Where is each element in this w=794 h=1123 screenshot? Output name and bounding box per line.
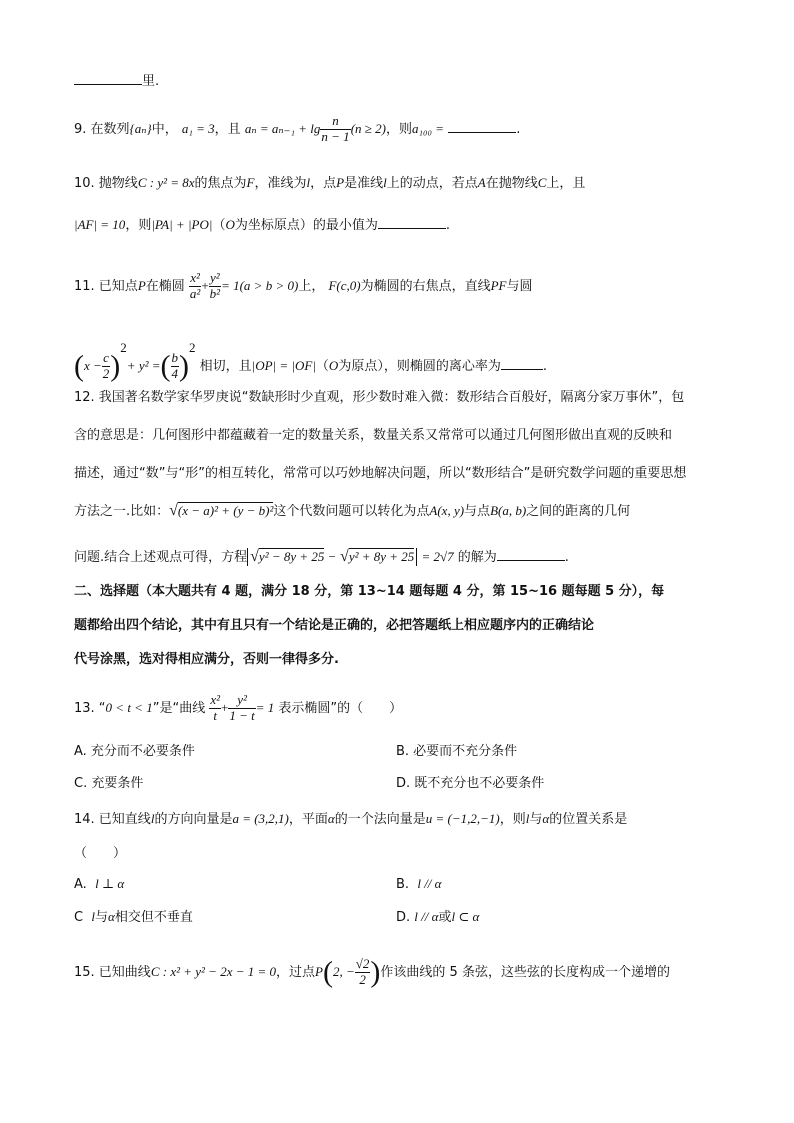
- circle-equation: C : x² + y² − 2x − 1 = 0: [150, 964, 277, 979]
- answer-blank: [74, 72, 142, 85]
- normal-vector: u = (−1,2,−1): [425, 811, 500, 826]
- option-c[interactable]: C l与α相交但不垂直: [74, 909, 193, 925]
- ellipse-x-term: $\frac{\text{x²}}{\text{a²}}$: [189, 270, 201, 301]
- initial-term: a₁ = 3: [181, 120, 215, 136]
- answer-blank: [497, 548, 565, 561]
- direction-vector: a = (3,2,1): [232, 811, 289, 826]
- a100-label: a₁₀₀ =: [412, 120, 445, 136]
- question-12-line-4: 方法之一.比如：√(x − a)² + (y − b)²这个代数问题可以转化为点A(x, y)与点B(a, b)之间的距离的几何: [74, 502, 631, 519]
- af-condition: |AF| = 10: [74, 217, 126, 232]
- point-a: A(x, y): [429, 503, 465, 518]
- point-b: B(a, b): [490, 503, 527, 518]
- question-11-line-1: 11. 已知点P在椭圆 $\frac{\text{x²}}{\text{a²}}$ + $\frac{\text{y²}}{\text{b²}}$ = 1(a > b > 0)上， F(c,0)为椭圆的右焦点，直线PF与圆: [74, 270, 533, 301]
- section-heading-line-2: 题都给出四个结论，其中有且只有一个结论是正确的，必把答题纸上相应题序内的正确结论: [74, 618, 595, 633]
- option-d[interactable]: D. l // α或l ⊂ α: [396, 909, 480, 925]
- answer-blank: [501, 357, 543, 370]
- question-12-line-5: 问题.结合上述观点可得，方程 √y² − 8y + 25 − √y² + 8y + 25 = 2√7 的解为 .: [74, 548, 569, 565]
- radical-equation: √y² − 8y + 25 − √y² + 8y + 25: [247, 548, 417, 566]
- curve-x-term: $\frac{\text{x²}}{t}$: [210, 692, 221, 723]
- parabola-equation: C : y² = 8x: [137, 175, 195, 190]
- section-heading-line-1: 二、选择题（本大题共有 4 题，满分 18 分，第 13~14 题每题 4 分，第 15~16 题每题 5 分），每: [74, 584, 665, 599]
- question-12-line-1: 12. 我国著名数学家华罗庚说“数缺形时少直观，形少数时难入微：数形结合百般好，隔离分家万事休”，包: [74, 390, 685, 405]
- section-heading-line-3: 代号涂黑，选对得相应满分，否则一律得多分.: [74, 652, 339, 667]
- answer-blank: [378, 216, 446, 229]
- circle-radius: $\frac{b}{4}$: [171, 350, 179, 381]
- ellipse-y-term: $\frac{\text{y²}}{\text{b²}}$: [209, 270, 221, 301]
- option-b[interactable]: B. l // α: [396, 876, 442, 892]
- recurrence-fraction: $\frac{n}{n - 1}$: [321, 113, 350, 144]
- question-15: 15. 已知曲线C : x² + y² − 2x − 1 = 0，过点P(2, − $\frac{√2}{2}$ )作该曲线的 5 条弦，这些弦的长度构成一个递增的: [74, 955, 670, 989]
- distance-expression: (x − a)² + (y − b)²: [177, 503, 274, 518]
- sequence-symbol: {aₙ}: [129, 120, 152, 136]
- option-d[interactable]: D. 既不充分也不必要条件: [396, 776, 545, 791]
- continuation-line: [74, 70, 159, 89]
- question-9: 9. 在数列{aₙ}中， a₁ = 3，且 aₙ = aₙ₋₁ + lg $\frac{n}{n - 1}$ (n ≥ 2)，则a₁₀₀ = .: [74, 113, 521, 144]
- option-a[interactable]: A. 充分而不必要条件: [74, 744, 195, 759]
- continuation-text: 里.: [142, 74, 160, 89]
- question-13: 13. “0 < t < 1”是“曲线 $\frac{\text{x²}}{t}$ + $\frac{\text{y²}}{1 - t}$ = 1 表示椭圆”的（ ）: [74, 692, 403, 723]
- option-a[interactable]: A. l ⊥ α: [74, 876, 125, 892]
- question-11-line-2: (x − $\frac{c}{2}$ )$^2$+ y² =( $\frac{b}{4}$ )$^2$ 相切，且|OP| = |OF|（O为原点），则椭圆的离心率为 .: [74, 340, 547, 383]
- curve-y-term: $\frac{\text{y²}}{1 - t}$: [229, 692, 255, 723]
- focus-point: F(c,0): [328, 278, 361, 293]
- question-10-line-2: |AF| = 10，则|PA| + |PO|（O为坐标原点）的最小值为 .: [74, 217, 450, 233]
- recurrence-lhs: aₙ = aₙ₋₁ + lg: [244, 120, 321, 136]
- question-14: 14. 已知直线l的方向向量是a = (3,2,1)，平面α的一个法向量是u = (−1,2,−1)，则l与α的位置关系是: [74, 811, 628, 827]
- question-12-line-2: 含的意思是：几何图形中都蕴藏着一定的数量关系，数量关系又常常可以通过几何图形做出直观的反映和: [74, 428, 673, 443]
- op-of-condition: |OP| = |OF|: [251, 358, 316, 373]
- question-12-line-3: 描述，通过“数”与“形”的相互转化，常常可以巧妙地解决问题，所以“数形结合”是研究数学问题的重要思想: [74, 466, 687, 481]
- circle-c-half: $\frac{c}{2}$: [102, 350, 110, 381]
- option-b[interactable]: B. 必要而不充分条件: [396, 744, 518, 759]
- distance-sum: |PA| + |PO|: [151, 217, 213, 232]
- answer-paren: （ ）: [74, 846, 127, 861]
- question-10-line-1: 10. 抛物线C : y² = 8x的焦点为F，准线为l，点P是准线l上的动点，若点A在抛物线C上，且: [74, 175, 586, 191]
- t-range: 0 < t < 1: [105, 700, 153, 715]
- option-c[interactable]: C. 充要条件: [74, 776, 144, 791]
- answer-blank: [448, 120, 516, 133]
- point-p-y: $\frac{√2}{2}$: [355, 956, 370, 987]
